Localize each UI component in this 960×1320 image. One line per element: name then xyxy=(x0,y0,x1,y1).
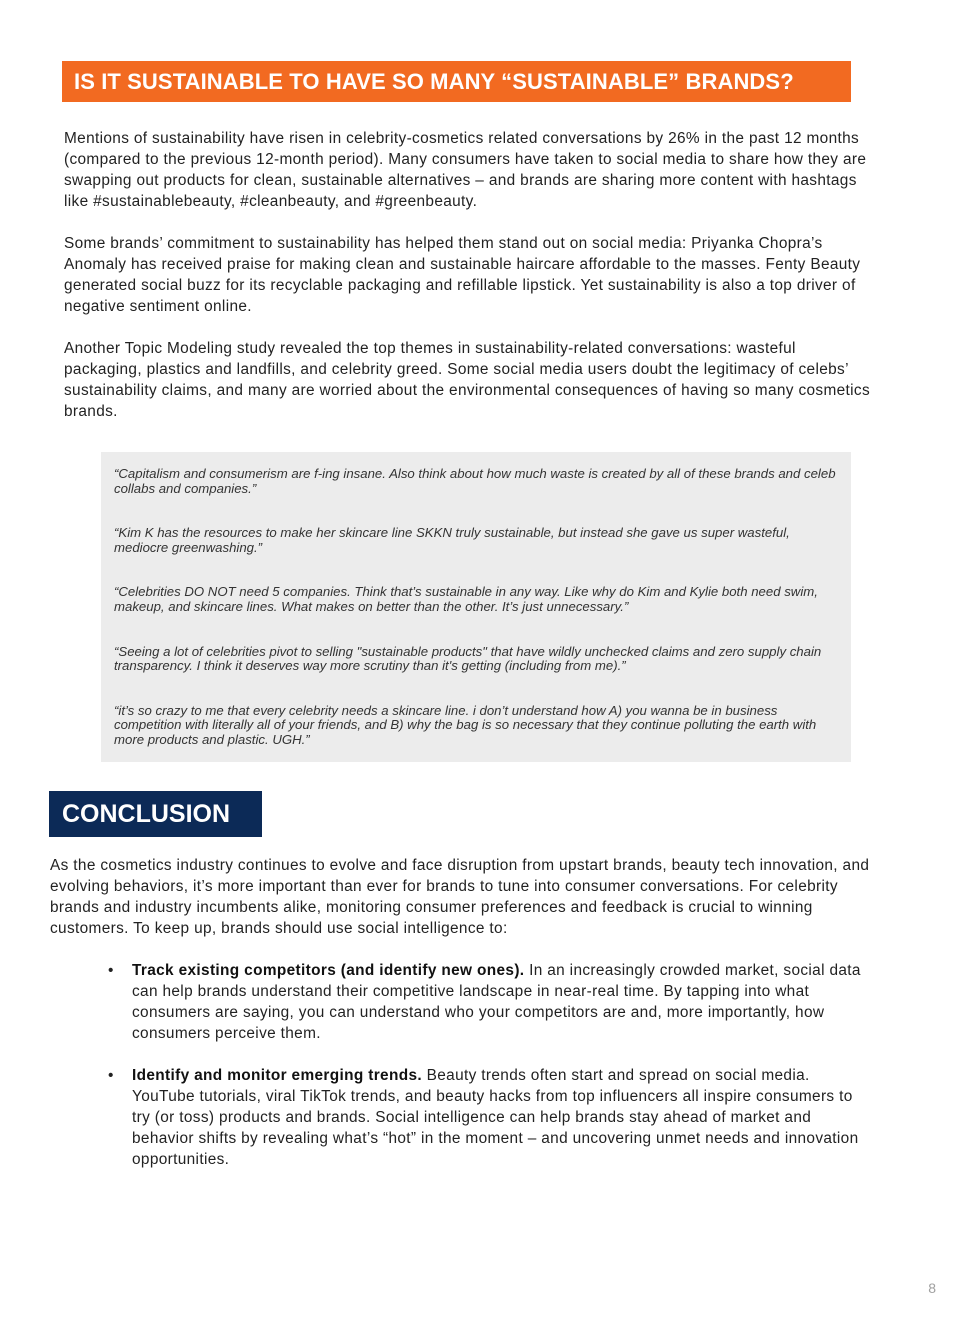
section-title-banner xyxy=(62,61,851,102)
conclusion-title: CONCLUSION xyxy=(62,799,231,828)
consumer-quote: “it’s so crazy to me that every celebrity needs a skincare line. i don’t understand how A) you wanna be in business competition with literally all of your friends, and B) why the bag is so necessary that they continue polluting the earth with more products and plastic. UGH.” xyxy=(114,702,817,747)
section-title: IS IT SUSTAINABLE TO HAVE SO MANY “SUSTAINABLE” BRANDS? xyxy=(74,68,794,94)
conclusion-title-banner xyxy=(49,791,262,837)
list-item xyxy=(108,1065,870,1170)
consumer-quote: “Capitalism and consumerism are f-ing insane. Also think about how much waste is created by all of these brands and celeb collabs and companies.” xyxy=(114,466,836,496)
bullet-text: In an increasingly crowded market, social data can help brands understand their competitive landscape in near-real time. By tapping into what consumers are saying, you can understand who your competitors are and, more importantly, how consumers perceive them. xyxy=(132,962,861,1042)
bullet-icon: • xyxy=(108,1067,114,1084)
consumer-quote: “Seeing a lot of celebrities pivot to selling "sustainable products" that have wildly unchecked claims and zero supply chain transparency. I think it deserves way more scrutiny than it's getting (including from me).” xyxy=(114,643,822,674)
conclusion-bullet-list xyxy=(108,960,870,1191)
consumer-quote: “Celebrities DO NOT need 5 companies. Think that’s sustainable in any way. Like why do Kim and Kylie both need swim, makeup, and skincare lines. What makes on better than the other. It’s just unnecessary.” xyxy=(114,584,818,614)
section-body xyxy=(64,128,872,443)
bullet-lead: Track existing competitors (and identify new ones). xyxy=(132,962,525,979)
consumer-quote: “Kim K has the resources to make her skincare line SKKN truly sustainable, but instead she gave us super wasteful, mediocre greenwashing.” xyxy=(114,525,790,555)
body-paragraph: Another Topic Modeling study revealed the top themes in sustainability-related conversations: wasteful packaging, plastics and landfills, and celebrity greed. Some social media users doubt the legitimacy of celebs’ sustainability claims, and many are worried about the environmental consequences of having so many cosmetics brands. xyxy=(64,340,871,420)
bullet-lead: Identify and monitor emerging trends. xyxy=(132,1067,423,1084)
bullet-icon: • xyxy=(108,962,114,979)
bullet-text: Beauty trends often start and spread on social media. YouTube tutorials, viral TikTok trends, and beauty hacks from top influencers all inspire consumers to try (or toss) products and brands. Social intelligence can help brands stay ahead of market and behavior shifts by revealing what’s “hot” in the moment – and uncovering unmet needs and innovation opportunities. xyxy=(132,1067,859,1168)
body-paragraph: Some brands’ commitment to sustainability has helped them stand out on social media: Priyanka Chopra’s Anomaly has received praise for making clean and sustainable haircare affordable to the masses. Fenty Beauty generated social buzz for its recyclable packaging and refillable lipstick. Yet sustainability is also a top driver of negative sentiment online. xyxy=(64,235,861,315)
list-item xyxy=(108,960,870,1044)
body-paragraph: Mentions of sustainability have risen in celebrity-cosmetics related conversations by 26% in the past 12 months (compared to the previous 12-month period). Many consumers have taken to social media to share how they are swapping out products for clean, sustainable alternatives – and brands are sharing more content with hashtags like #sustainablebeauty, #cleanbeauty, and #greenbeauty. xyxy=(64,130,867,210)
conclusion-intro: As the cosmetics industry continues to evolve and face disruption from upstart brands, beauty tech innovation, and evolving behaviors, it’s more important than ever for brands to tune into consumer conversations. For celebrity brands and industry incumbents alike, monitoring consumer preferences and feedback is crucial to winning customers. To keep up, brands should use social intelligence to: xyxy=(50,857,870,937)
page-number: 8 xyxy=(928,1280,936,1296)
consumer-quotes-box xyxy=(101,452,851,762)
